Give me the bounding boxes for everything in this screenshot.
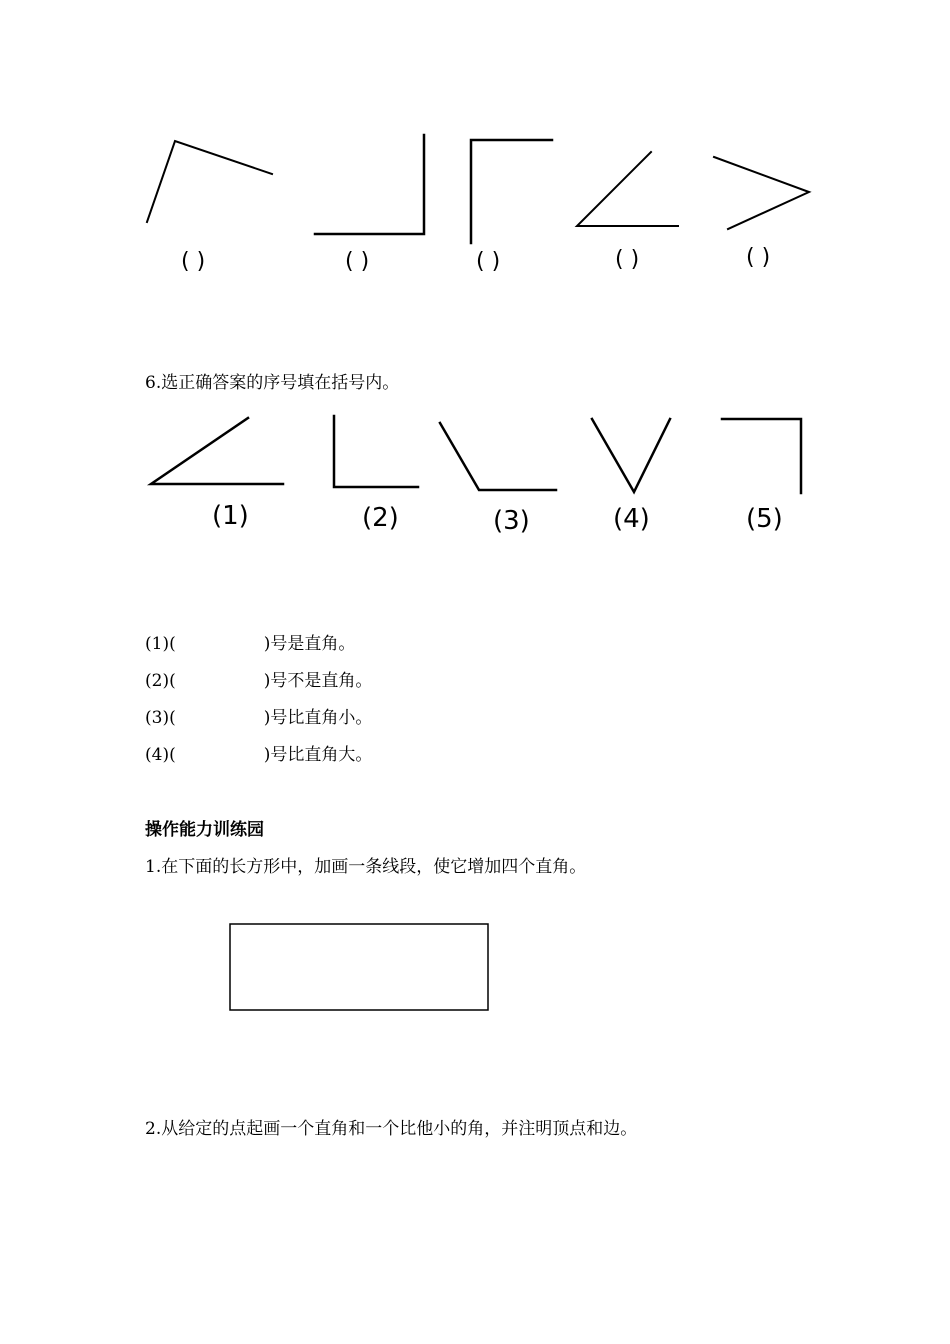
question-6-title: 6.选正确答案的序号填在括号内。 xyxy=(145,373,400,393)
top-angle-5-acute xyxy=(714,157,809,229)
q6-angle-4-acute xyxy=(592,419,670,492)
figure-label: (1) xyxy=(212,501,249,531)
figure-label: (4) xyxy=(613,504,650,534)
answer-slot[interactable]: ( ) xyxy=(181,249,206,274)
top-angle-4-acute xyxy=(577,152,678,226)
answer-slot[interactable]: ( ) xyxy=(746,245,771,270)
q6-angle-3-obtuse xyxy=(440,423,556,490)
fill-row xyxy=(145,710,372,727)
top-angle-3-right xyxy=(471,140,552,243)
fill-row xyxy=(145,673,372,690)
fill-row xyxy=(145,636,355,653)
top-angle-2-right xyxy=(315,135,424,234)
q6-angle-1-acute xyxy=(151,418,283,484)
fill-row-prefix: (3)( xyxy=(145,708,176,728)
q6-angle-2-right xyxy=(334,416,418,487)
top-angle-1-obtuse xyxy=(147,141,272,222)
fill-row-prefix: (4)( xyxy=(145,745,176,765)
task-1-text: 1.在下面的长方形中，加画一条线段，使它增加四个直角。 xyxy=(145,857,587,877)
figure-label: (3) xyxy=(493,506,530,536)
fill-row-suffix: )号比直角大。 xyxy=(263,745,373,765)
fill-row xyxy=(145,747,372,764)
q6-angle-5-right xyxy=(722,419,801,493)
figure-label: (2) xyxy=(362,503,399,533)
task-2-text: 2.从给定的点起画一个直角和一个比他小的角，并注明顶点和边。 xyxy=(145,1119,638,1139)
answer-slot[interactable]: ( ) xyxy=(345,249,370,274)
answer-slot[interactable]: ( ) xyxy=(615,247,640,272)
figure-label: (5) xyxy=(746,504,783,534)
answer-slot[interactable]: ( ) xyxy=(476,249,501,274)
fill-row-suffix: )号不是直角。 xyxy=(263,671,373,691)
fill-row-prefix: (2)( xyxy=(145,671,176,691)
fill-row-suffix: )号是直角。 xyxy=(263,634,356,654)
task1-rectangle xyxy=(230,924,488,1010)
fill-row-prefix: (1)( xyxy=(145,634,176,654)
section-heading: 操作能力训练园 xyxy=(145,820,264,840)
fill-row-suffix: )号比直角小。 xyxy=(263,708,373,728)
